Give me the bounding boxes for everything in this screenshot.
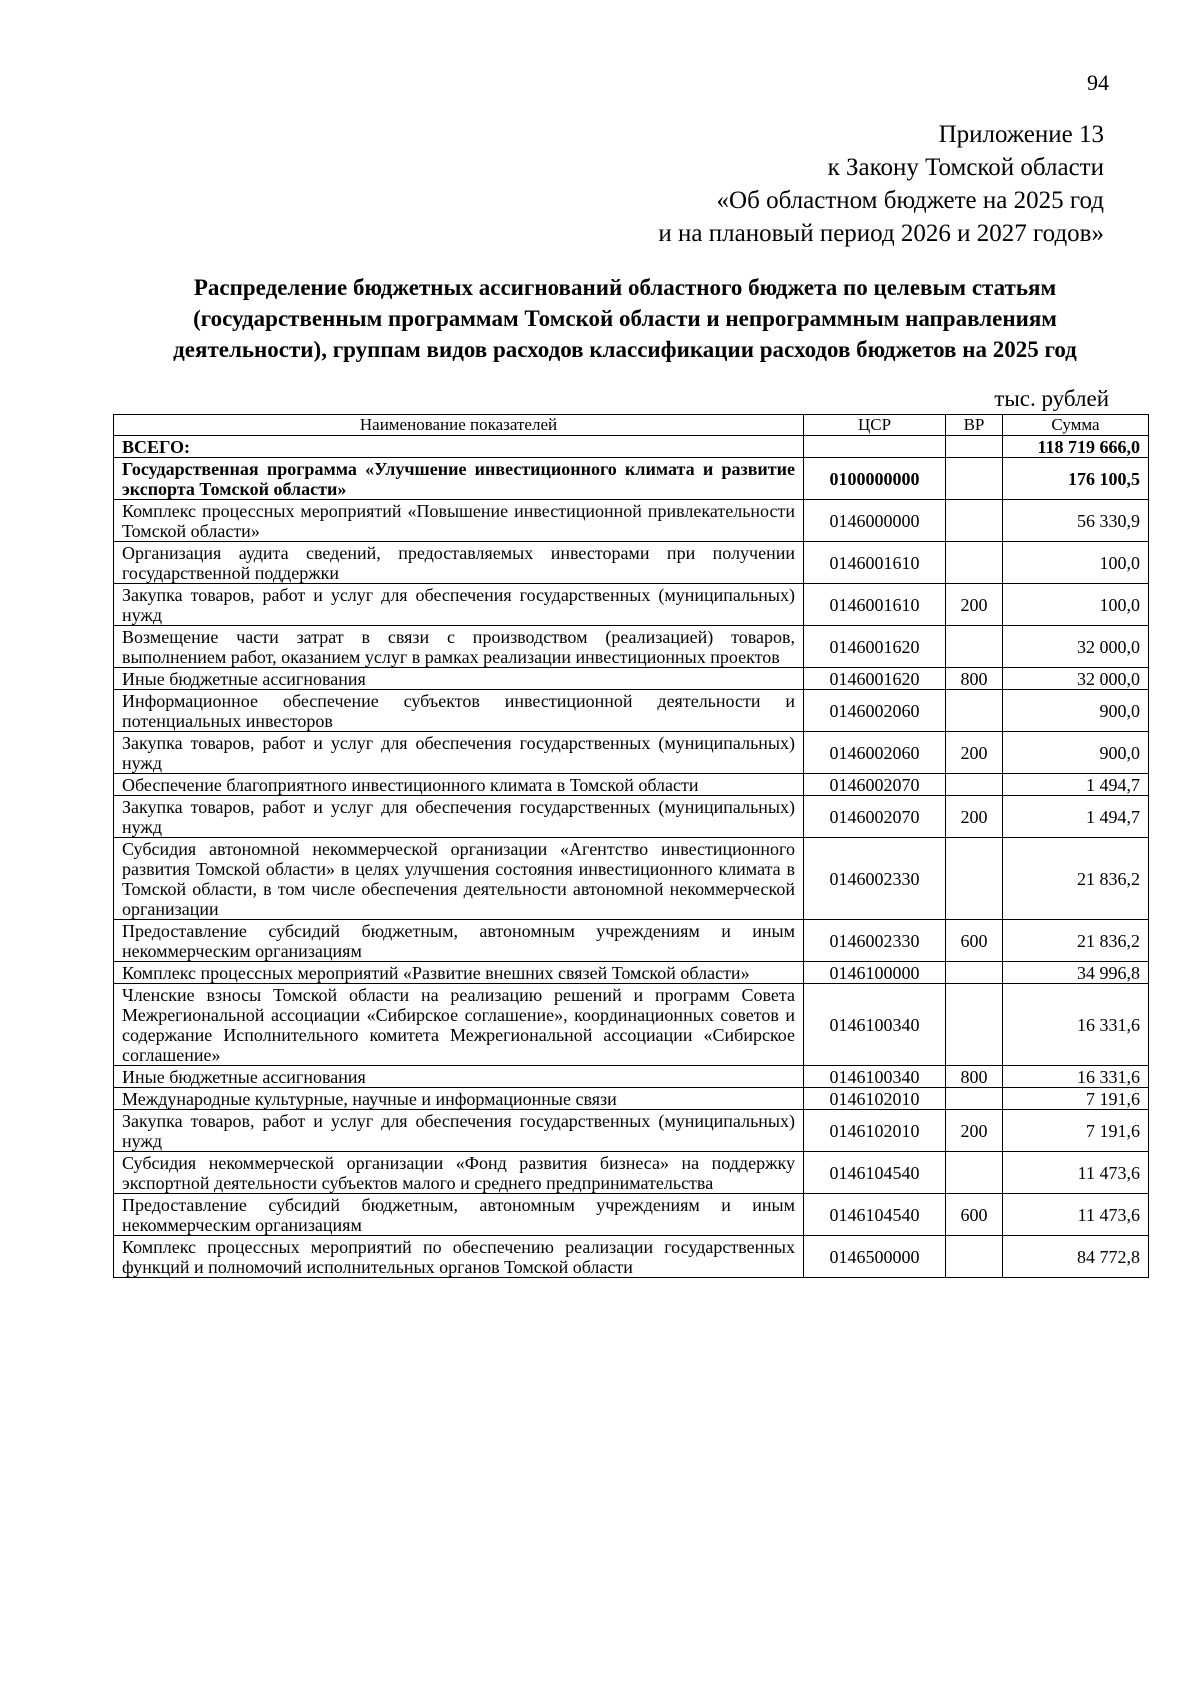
cell-name: Обеспечение благоприятного инвестиционного климата в Томской области [114, 774, 804, 796]
cell-csr: 0146001620 [804, 626, 946, 668]
cell-sum: 1 494,7 [1003, 796, 1149, 838]
cell-vr [946, 1152, 1003, 1194]
units-label: тыс. рублей [994, 386, 1109, 411]
cell-name: Комплекс процессных мероприятий по обеспечению реализации государственных функций и полномочий исполнительных органов Томской области [114, 1236, 804, 1278]
cell-csr: 0146002060 [804, 690, 946, 732]
header-name: Наименование показателей [114, 415, 804, 436]
page-number: 94 [1087, 70, 1109, 95]
cell-csr: 0146001610 [804, 542, 946, 584]
cell-vr: 600 [946, 1194, 1003, 1236]
cell-csr: 0146002060 [804, 732, 946, 774]
cell-csr: 0146002070 [804, 796, 946, 838]
cell-name: Закупка товаров, работ и услуг для обеспечения государственных (муниципальных) нужд [114, 1110, 804, 1152]
cell-vr: 800 [946, 1066, 1003, 1088]
cell-name: Иные бюджетные ассигнования [114, 668, 804, 690]
table-row [114, 1066, 1149, 1088]
cell-sum: 100,0 [1003, 542, 1149, 584]
table-row [114, 436, 1149, 458]
header-csr: ЦСР [804, 415, 946, 436]
cell-name: Международные культурные, научные и информационные связи [114, 1088, 804, 1110]
title-line-2: (государственным программам Томской области и непрограммным направлениям [193, 306, 1057, 331]
cell-sum: 100,0 [1003, 584, 1149, 626]
budget-table [113, 414, 1149, 1278]
cell-vr [946, 984, 1003, 1066]
cell-sum: 84 772,8 [1003, 1236, 1149, 1278]
cell-csr: 0146104540 [804, 1194, 946, 1236]
table-row [114, 920, 1149, 962]
table-row [114, 1088, 1149, 1110]
cell-name: Предоставление субсидий бюджетным, автономным учреждениям и иным некоммерческим организациям [114, 1194, 804, 1236]
document-title [110, 272, 1140, 365]
cell-csr: 0146002330 [804, 838, 946, 920]
cell-name: ВСЕГО: [114, 436, 804, 458]
cell-sum: 176 100,5 [1003, 458, 1149, 500]
cell-name: Членские взносы Томской области на реализацию решений и программ Совета Межрегиональной ассоциации «Сибирское соглашение», координационных советов и содержание Исполнительного комитета Межрегиональной ассоциации «Сибирское соглашение» [114, 984, 804, 1066]
cell-name: Комплекс процессных мероприятий «Повышение инвестиционной привлекательности Томской области» [114, 500, 804, 542]
cell-csr: 0146000000 [804, 500, 946, 542]
cell-csr: 0146104540 [804, 1152, 946, 1194]
cell-sum: 16 331,6 [1003, 1066, 1149, 1088]
table-row [114, 796, 1149, 838]
cell-sum: 1 494,7 [1003, 774, 1149, 796]
cell-name: Комплекс процессных мероприятий «Развитие внешних связей Томской области» [114, 962, 804, 984]
cell-csr: 0146001620 [804, 668, 946, 690]
cell-sum: 21 836,2 [1003, 838, 1149, 920]
cell-sum: 56 330,9 [1003, 500, 1149, 542]
table-row [114, 458, 1149, 500]
table-header-row [114, 415, 1149, 436]
table-row [114, 984, 1149, 1066]
cell-sum: 118 719 666,0 [1003, 436, 1149, 458]
title-line-1: Распределение бюджетных ассигнований областного бюджета по целевым статьям [193, 275, 1057, 300]
cell-csr: 0146102010 [804, 1110, 946, 1152]
cell-vr: 200 [946, 1110, 1003, 1152]
cell-vr [946, 962, 1003, 984]
cell-sum: 7 191,6 [1003, 1110, 1149, 1152]
cell-vr: 600 [946, 920, 1003, 962]
table-row [114, 690, 1149, 732]
cell-name: Субсидия некоммерческой организации «Фонд развития бизнеса» на поддержку экспортной деятельности субъектов малого и среднего предпринимательства [114, 1152, 804, 1194]
cell-sum: 11 473,6 [1003, 1194, 1149, 1236]
appendix-line-1: Приложение 13 [938, 121, 1104, 148]
table-row [114, 626, 1149, 668]
cell-csr [804, 436, 946, 458]
table-row [114, 1110, 1149, 1152]
cell-name: Закупка товаров, работ и услуг для обеспечения государственных (муниципальных) нужд [114, 732, 804, 774]
cell-name: Закупка товаров, работ и услуг для обеспечения государственных (муниципальных) нужд [114, 584, 804, 626]
cell-csr: 0146100340 [804, 1066, 946, 1088]
cell-vr [946, 690, 1003, 732]
cell-vr [946, 838, 1003, 920]
cell-sum: 7 191,6 [1003, 1088, 1149, 1110]
cell-csr: 0146100000 [804, 962, 946, 984]
table-row [114, 542, 1149, 584]
cell-sum: 32 000,0 [1003, 626, 1149, 668]
cell-vr [946, 1088, 1003, 1110]
cell-csr: 0146102010 [804, 1088, 946, 1110]
cell-sum: 21 836,2 [1003, 920, 1149, 962]
cell-name: Информационное обеспечение субъектов инвестиционной деятельности и потенциальных инвесторов [114, 690, 804, 732]
cell-vr [946, 500, 1003, 542]
table-row [114, 1236, 1149, 1278]
cell-csr: 0146500000 [804, 1236, 946, 1278]
table-row [114, 500, 1149, 542]
cell-sum: 32 000,0 [1003, 668, 1149, 690]
cell-vr: 800 [946, 668, 1003, 690]
appendix-line-4: и на плановый период 2026 и 2027 годов» [658, 220, 1104, 247]
cell-vr: 200 [946, 732, 1003, 774]
cell-csr: 0146100340 [804, 984, 946, 1066]
cell-vr [946, 626, 1003, 668]
cell-vr [946, 542, 1003, 584]
title-line-3: деятельности), группам видов расходов классификации расходов бюджетов на 2025 год [173, 337, 1077, 362]
cell-csr: 0100000000 [804, 458, 946, 500]
appendix-line-2: к Закону Томской области [827, 154, 1104, 181]
table-row [114, 732, 1149, 774]
cell-vr: 200 [946, 584, 1003, 626]
cell-csr: 0146002070 [804, 774, 946, 796]
table-row [114, 1194, 1149, 1236]
cell-sum: 16 331,6 [1003, 984, 1149, 1066]
header-vr: ВР [946, 415, 1003, 436]
table-row [114, 838, 1149, 920]
table-body [114, 436, 1149, 1278]
table-row [114, 1152, 1149, 1194]
cell-vr [946, 458, 1003, 500]
cell-name: Закупка товаров, работ и услуг для обеспечения государственных (муниципальных) нужд [114, 796, 804, 838]
cell-name: Иные бюджетные ассигнования [114, 1066, 804, 1088]
appendix-line-3: «Об областном бюджете на 2025 год [716, 187, 1104, 214]
cell-sum: 11 473,6 [1003, 1152, 1149, 1194]
cell-sum: 34 996,8 [1003, 962, 1149, 984]
cell-name: Государственная программа «Улучшение инвестиционного климата и развитие экспорта Томской области» [114, 458, 804, 500]
header-sum: Сумма [1003, 415, 1149, 436]
cell-vr [946, 1236, 1003, 1278]
cell-csr: 0146001610 [804, 584, 946, 626]
cell-vr [946, 436, 1003, 458]
cell-name: Предоставление субсидий бюджетным, автономным учреждениям и иным некоммерческим организациям [114, 920, 804, 962]
cell-sum: 900,0 [1003, 690, 1149, 732]
cell-name: Субсидия автономной некоммерческой организации «Агентство инвестиционного развития Томской области» в целях улучшения состояния инвестиционного климата в Томской области, в том числе обеспечения деятельности автономной некоммерческой организации [114, 838, 804, 920]
cell-vr [946, 774, 1003, 796]
cell-csr: 0146002330 [804, 920, 946, 962]
cell-name: Организация аудита сведений, предоставляемых инвесторами при получении государственной поддержки [114, 542, 804, 584]
table-row [114, 584, 1149, 626]
cell-vr: 200 [946, 796, 1003, 838]
cell-sum: 900,0 [1003, 732, 1149, 774]
table-row [114, 774, 1149, 796]
table-row [114, 962, 1149, 984]
appendix-header [658, 118, 1104, 250]
table-row [114, 668, 1149, 690]
cell-name: Возмещение части затрат в связи с производством (реализацией) товаров, выполнением работ, оказанием услуг в рамках реализации инвестиционных проектов [114, 626, 804, 668]
